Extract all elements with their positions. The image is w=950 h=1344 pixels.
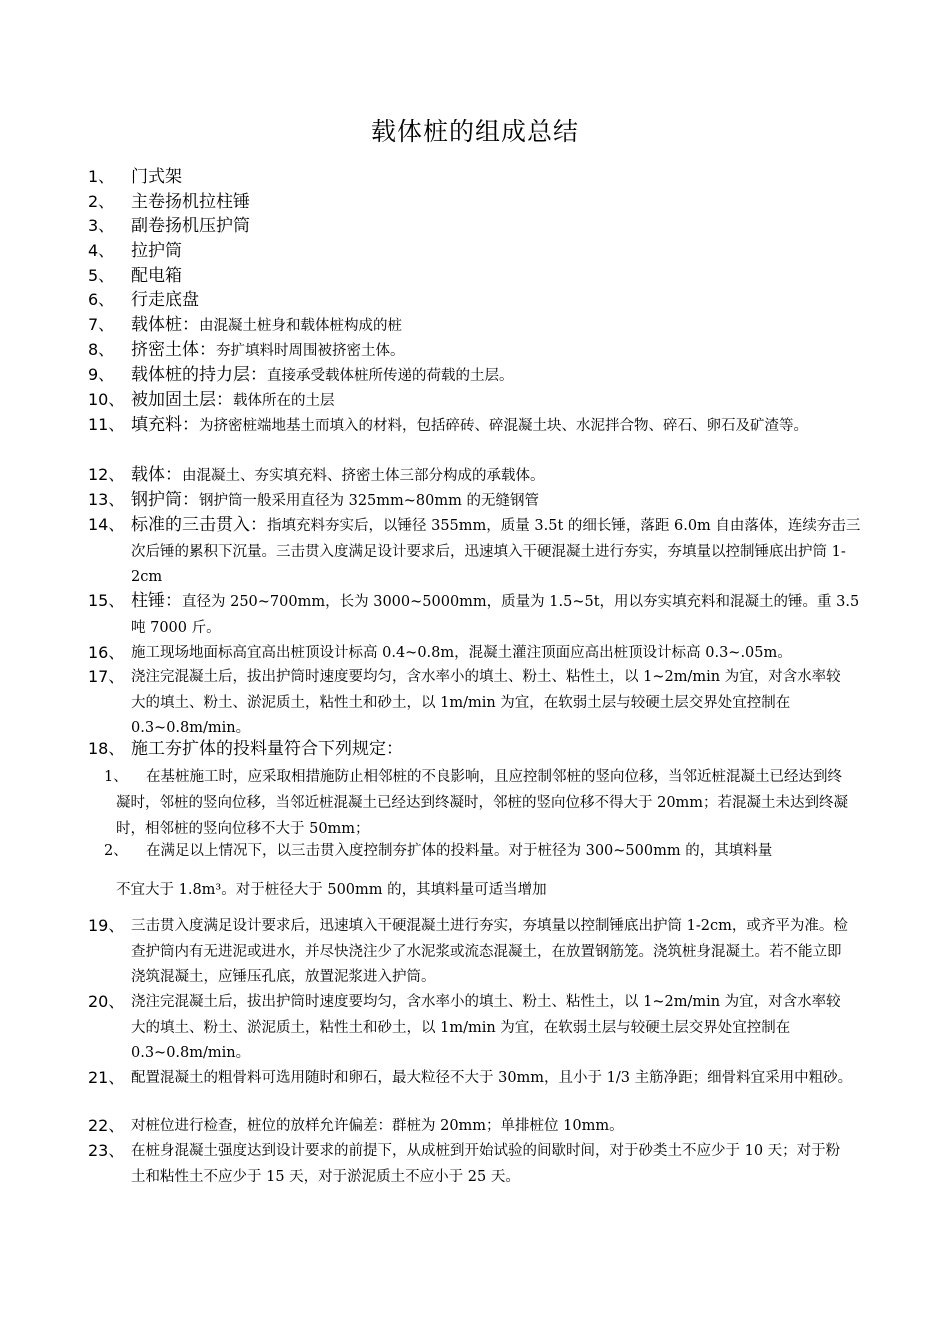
sub-item-text: 在满足以上情况下，以三击贯入度控制夯扩体的投料量。对于桩径为 300~500mm 的，其填料量	[146, 843, 773, 859]
item-text: 施工现场地面标高宜高出桩顶设计标高 0.4~0.8m，混凝土灌注顶面应高出桩顶设计标高 0.3~.05m。	[131, 645, 792, 661]
item-number: 16、	[88, 643, 125, 662]
sub-item-text: 在基桩施工时，应采取相措施防止相邻桩的不良影响，且应控制邻桩的竖向位移，当邻近桩混凝土已经达到终凝时，邻桩的竖向位移，当邻近桩混凝土已经达到终凝时，邻桩的竖向位移不得大于 20mm；若混凝土未达到终凝时，相邻桩的竖向位移不大于 50mm；	[116, 769, 849, 837]
item-number: 15、	[88, 591, 125, 610]
item-label: 标准的三击贯入：	[131, 515, 267, 535]
item-text: 由混凝土、夯实填充料、挤密土体三部分构成的承载体。	[182, 468, 545, 484]
item-number: 11、	[88, 415, 125, 434]
item-number: 7、	[88, 315, 115, 334]
item-label: 行走底盘	[131, 290, 199, 310]
item-number: 18、	[88, 739, 125, 758]
item-number: 4、	[88, 241, 115, 260]
item-text: 由混凝土桩身和载体桩构成的桩	[199, 318, 402, 334]
item-text: 钢护筒一般采用直径为 325mm~80mm 的无缝钢管	[199, 493, 539, 509]
item-number: 19、	[88, 916, 125, 935]
item-number: 17、	[88, 667, 125, 686]
page-title: 载体桩的组成总结	[370, 117, 579, 146]
sub-item-text: 不宜大于 1.8m³。对于桩径大于 500mm 的，其填料量可适当增加	[116, 882, 547, 898]
item-number: 6、	[88, 290, 115, 309]
item-text: 夯扩填料时周围被挤密土体。	[216, 343, 405, 359]
item-label: 载体：	[131, 465, 182, 485]
item-number: 22、	[88, 1116, 125, 1135]
item-number: 10、	[88, 390, 125, 409]
item-text: 浇注完混凝土后，拔出护筒时速度要均匀，含水率小的填土、粉土、粘性土，以 1~2m/min 为宜，对含水率较大的填土、粉土、淤泥质土，粘性土和砂土，以 1m/min 为宜，在软弱土层与较硬土层交界处宜控制在 0.3~0.8m/min。	[131, 994, 841, 1061]
item-number: 9、	[88, 365, 115, 384]
item-number: 20、	[88, 992, 125, 1011]
item-number: 12、	[88, 465, 125, 484]
sub-item-number: 2、	[104, 843, 128, 859]
item-number: 21、	[88, 1068, 125, 1087]
item-text: 浇注完混凝土后，拔出护筒时速度要均匀，含水率小的填土、粉土、粘性土，以 1~2m/min 为宜，对含水率较大的填土、粉土、淤泥质土，粘性土和砂土，以 1m/min 为宜，在软弱土层与较硬土层交界处宜控制在 0.3~0.8m/min。	[131, 669, 841, 736]
item-text: 指填充料夯实后，以锤径 355mm，质量 3.5t 的细长锤，落距 6.0m 自由落体，连续夯击三次后锤的累积下沉量。三击贯入度满足设计要求后，迅速填入干硬混凝土进行夯实，夯填量以控制锤底出护筒 1-2cm	[131, 518, 861, 585]
item-label: 载体桩的持力层：	[131, 365, 267, 385]
item-number: 8、	[88, 340, 115, 359]
item-text: 三击贯入度满足设计要求后，迅速填入干硬混凝土进行夯实，夯填量以控制锤底出护筒 1-2cm，或齐平为准。检查护筒内有无进泥或进水，并尽快浇注少了水泥浆或流态混凝土，在放置钢筋笼。浇筑桩身混凝土。若不能立即浇筑混凝土，应锤压孔底，放置泥浆进入护筒。	[131, 918, 848, 985]
item-text: 载体所在的土层	[233, 393, 335, 409]
sub-item-number: 1、	[104, 769, 128, 785]
item-label: 拉护筒	[131, 241, 182, 261]
item-label: 柱锤：	[131, 591, 182, 611]
item-label: 钢护筒：	[131, 490, 199, 510]
item-label: 门式架	[131, 167, 182, 187]
item-label: 填充料：	[131, 415, 199, 435]
item-label: 副卷扬机压护筒	[131, 216, 250, 236]
item-text: 在桩身混凝土强度达到设计要求的前提下，从成桩到开始试验的间歇时间，对于砂类土不应少于 10 天；对于粉土和粘性土不应少于 15 天，对于淤泥质土不应小于 25 天。	[131, 1143, 841, 1185]
item-label: 载体桩：	[131, 315, 199, 335]
item-text: 对桩位进行检查，桩位的放样允许偏差：群桩为 20mm；单排桩位 10mm。	[131, 1118, 624, 1134]
item-number: 13、	[88, 490, 125, 509]
item-label: 被加固土层：	[131, 390, 233, 410]
item-number: 1、	[88, 167, 115, 186]
item-text: 配置混凝土的粗骨料可选用随时和卵石，最大粒径不大于 30mm，且小于 1/3 主筋净距；细骨料宜采用中粗砂。	[131, 1070, 853, 1086]
item-number: 14、	[88, 515, 125, 534]
item-label: 配电箱	[131, 266, 182, 286]
item-text: 为挤密桩端地基土而填入的材料，包括碎砖、碎混凝土块、水泥拌合物、碎石、卵石及矿渣等。	[199, 418, 808, 434]
item-text: 直接承受载体桩所传递的荷载的土层。	[267, 368, 514, 384]
item-label: 施工夯扩体的投料量符合下列规定：	[131, 739, 403, 759]
item-number: 3、	[88, 216, 115, 235]
item-number: 23、	[88, 1141, 125, 1160]
item-label: 主卷扬机拉柱锤	[131, 192, 250, 212]
item-label: 挤密土体：	[131, 340, 216, 360]
item-number: 2、	[88, 192, 115, 211]
item-text: 直径为 250~700mm，长为 3000~5000mm，质量为 1.5~5t，用以夯实填充料和混凝土的锤。重 3.5 吨 7000 斤。	[131, 594, 860, 636]
item-number: 5、	[88, 266, 115, 285]
